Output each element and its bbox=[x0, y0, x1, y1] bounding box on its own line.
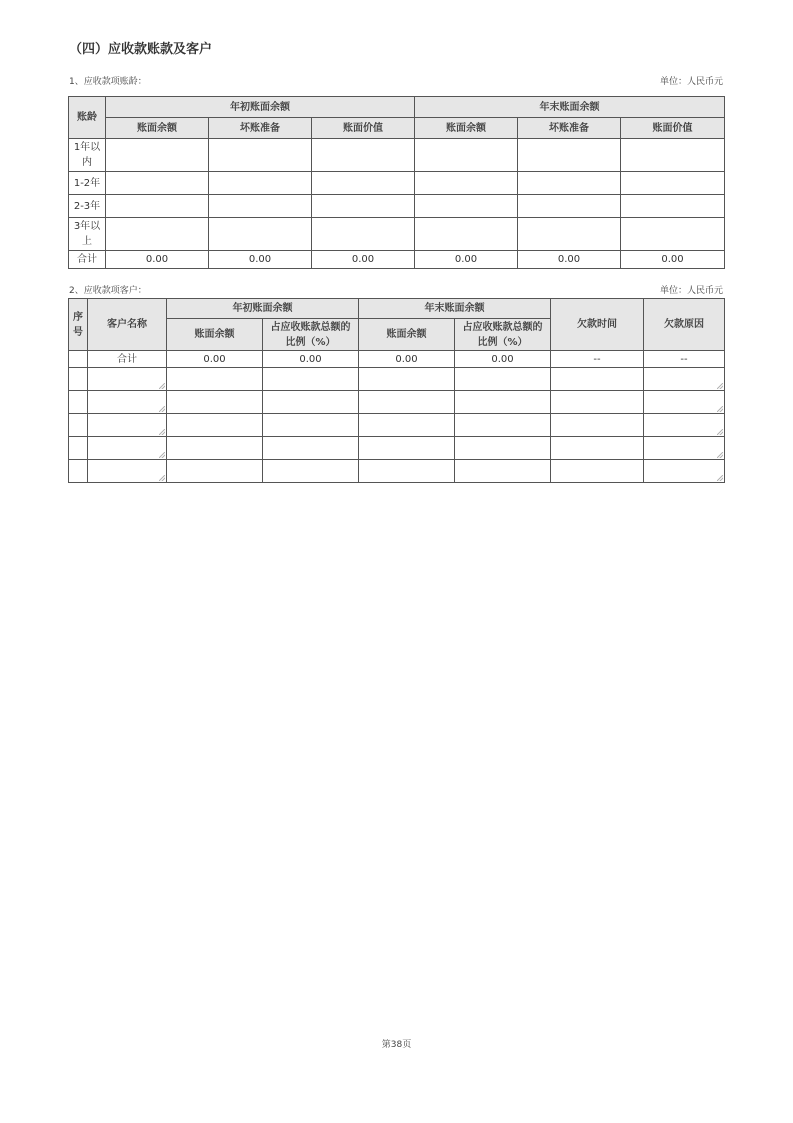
aging-cell[interactable] bbox=[106, 218, 209, 251]
customers-header-reason: 欠款原因 bbox=[644, 299, 725, 351]
debt-reason-input[interactable] bbox=[644, 460, 725, 483]
customers-cell[interactable] bbox=[263, 460, 359, 483]
customers-cell[interactable] bbox=[551, 460, 644, 483]
customers-unit: 单位：人民币元 bbox=[659, 286, 723, 296]
customer-name-input[interactable] bbox=[88, 368, 167, 391]
customers-header-end: 年末账面余额 bbox=[359, 299, 551, 319]
aging-row bbox=[69, 139, 725, 172]
aging-total-row bbox=[69, 251, 725, 269]
customer-name-input[interactable] bbox=[88, 437, 167, 460]
aging-subheader-end-balance: 账面余额 bbox=[415, 118, 518, 139]
customers-cell[interactable] bbox=[455, 414, 551, 437]
aging-caption: 1、应收款项账龄： bbox=[69, 77, 147, 87]
aging-cell[interactable] bbox=[518, 139, 621, 172]
aging-row-label: 1-2年 bbox=[69, 172, 106, 195]
aging-cell[interactable] bbox=[415, 172, 518, 195]
aging-table bbox=[68, 96, 725, 269]
customers-cell[interactable] bbox=[263, 368, 359, 391]
aging-header-begin: 年初账面余额 bbox=[106, 97, 415, 118]
customers-cell[interactable] bbox=[167, 368, 263, 391]
aging-cell[interactable] bbox=[415, 139, 518, 172]
customers-cell[interactable] bbox=[455, 460, 551, 483]
aging-cell[interactable] bbox=[621, 172, 725, 195]
customers-cell[interactable] bbox=[167, 437, 263, 460]
customer-name-input[interactable] bbox=[88, 391, 167, 414]
aging-subheader-begin-balance: 账面余额 bbox=[106, 118, 209, 139]
aging-cell[interactable] bbox=[621, 139, 725, 172]
customers-cell[interactable] bbox=[359, 437, 455, 460]
aging-cell[interactable] bbox=[209, 139, 312, 172]
aging-subheader-begin-provision: 坏账准备 bbox=[209, 118, 312, 139]
customers-seq-cell[interactable] bbox=[69, 391, 88, 414]
customers-cell[interactable] bbox=[551, 437, 644, 460]
debt-reason-input[interactable] bbox=[644, 437, 725, 460]
customers-seq-cell[interactable] bbox=[69, 460, 88, 483]
customers-seq-cell[interactable] bbox=[69, 414, 88, 437]
customers-row bbox=[69, 460, 725, 483]
aging-cell[interactable] bbox=[312, 139, 415, 172]
customers-cell[interactable] bbox=[551, 391, 644, 414]
aging-row-label: 2-3年 bbox=[69, 195, 106, 218]
aging-subheader-end-provision: 坏账准备 bbox=[518, 118, 621, 139]
customers-seq-cell[interactable] bbox=[69, 368, 88, 391]
aging-cell[interactable] bbox=[518, 172, 621, 195]
aging-total-cell: 0.00 bbox=[518, 251, 621, 269]
customers-total-label: 合计 bbox=[88, 351, 167, 368]
customers-cell[interactable] bbox=[167, 460, 263, 483]
customer-name-input[interactable] bbox=[88, 460, 167, 483]
customers-cell[interactable] bbox=[359, 391, 455, 414]
aging-row-label: 3年以上 bbox=[69, 218, 106, 251]
aging-cell[interactable] bbox=[209, 172, 312, 195]
customers-row bbox=[69, 414, 725, 437]
aging-row bbox=[69, 172, 725, 195]
customers-cell[interactable] bbox=[359, 460, 455, 483]
customers-cell[interactable] bbox=[455, 368, 551, 391]
customers-subheader-end-balance: 账面余额 bbox=[359, 319, 455, 351]
aging-cell[interactable] bbox=[312, 218, 415, 251]
aging-cell[interactable] bbox=[621, 195, 725, 218]
aging-header-end: 年末账面余额 bbox=[415, 97, 725, 118]
debt-reason-input[interactable] bbox=[644, 414, 725, 437]
customers-cell[interactable] bbox=[455, 391, 551, 414]
customers-caption: 2、应收款项客户： bbox=[69, 286, 147, 296]
customers-seq-cell[interactable] bbox=[69, 437, 88, 460]
customers-cell[interactable] bbox=[263, 391, 359, 414]
customers-subheader-end-ratio: 占应收账款总额的比例（%） bbox=[455, 319, 551, 351]
aging-cell[interactable] bbox=[415, 195, 518, 218]
customers-subheader-begin-ratio: 占应收账款总额的比例（%） bbox=[263, 319, 359, 351]
aging-row bbox=[69, 218, 725, 251]
aging-cell[interactable] bbox=[415, 218, 518, 251]
customers-row bbox=[69, 437, 725, 460]
aging-cell[interactable] bbox=[621, 218, 725, 251]
customers-cell[interactable] bbox=[359, 368, 455, 391]
customers-header-name: 客户名称 bbox=[88, 299, 167, 351]
customers-cell[interactable] bbox=[263, 437, 359, 460]
customers-cell[interactable] bbox=[455, 437, 551, 460]
aging-cell[interactable] bbox=[518, 195, 621, 218]
customers-header-time: 欠款时间 bbox=[551, 299, 644, 351]
aging-total-cell: 0.00 bbox=[106, 251, 209, 269]
customers-subheader-begin-balance: 账面余额 bbox=[167, 319, 263, 351]
customers-total-cell: 0.00 bbox=[167, 351, 263, 368]
customers-total-cell: 0.00 bbox=[455, 351, 551, 368]
customers-header-seq: 序号 bbox=[69, 299, 88, 351]
aging-cell[interactable] bbox=[209, 195, 312, 218]
page-number: 第38页 bbox=[381, 1040, 412, 1050]
customers-table bbox=[68, 298, 725, 483]
customers-total-cell: 0.00 bbox=[263, 351, 359, 368]
debt-reason-input[interactable] bbox=[644, 391, 725, 414]
debt-reason-input[interactable] bbox=[644, 368, 725, 391]
aging-total-cell: 0.00 bbox=[415, 251, 518, 269]
customers-row bbox=[69, 368, 725, 391]
customers-cell[interactable] bbox=[167, 391, 263, 414]
aging-subheader-begin-value: 账面价值 bbox=[312, 118, 415, 139]
aging-total-cell: 0.00 bbox=[312, 251, 415, 269]
aging-total-cell: 0.00 bbox=[621, 251, 725, 269]
aging-cell[interactable] bbox=[209, 218, 312, 251]
aging-cell[interactable] bbox=[312, 172, 415, 195]
aging-total-label: 合计 bbox=[69, 251, 106, 269]
section-title: （四）应收款账款及客户 bbox=[69, 42, 213, 57]
aging-cell[interactable] bbox=[518, 218, 621, 251]
aging-total-cell: 0.00 bbox=[209, 251, 312, 269]
customers-cell[interactable] bbox=[551, 414, 644, 437]
customers-total-seq bbox=[69, 351, 88, 368]
customers-total-cell: -- bbox=[644, 351, 725, 368]
aging-header-age: 账龄 bbox=[69, 97, 106, 139]
aging-row bbox=[69, 195, 725, 218]
customers-cell[interactable] bbox=[551, 368, 644, 391]
customers-row bbox=[69, 391, 725, 414]
aging-cell[interactable] bbox=[106, 172, 209, 195]
customer-name-input[interactable] bbox=[88, 414, 167, 437]
aging-cell[interactable] bbox=[312, 195, 415, 218]
customers-total-cell: 0.00 bbox=[359, 351, 455, 368]
customers-cell[interactable] bbox=[263, 414, 359, 437]
aging-unit: 单位：人民币元 bbox=[659, 77, 723, 87]
aging-row-label: 1年以内 bbox=[69, 139, 106, 172]
customers-cell[interactable] bbox=[359, 414, 455, 437]
customers-header-begin: 年初账面余额 bbox=[167, 299, 359, 319]
customers-total-cell: -- bbox=[551, 351, 644, 368]
customers-total-row bbox=[69, 351, 725, 368]
aging-subheader-end-value: 账面价值 bbox=[621, 118, 725, 139]
customers-cell[interactable] bbox=[167, 414, 263, 437]
aging-cell[interactable] bbox=[106, 195, 209, 218]
aging-cell[interactable] bbox=[106, 139, 209, 172]
